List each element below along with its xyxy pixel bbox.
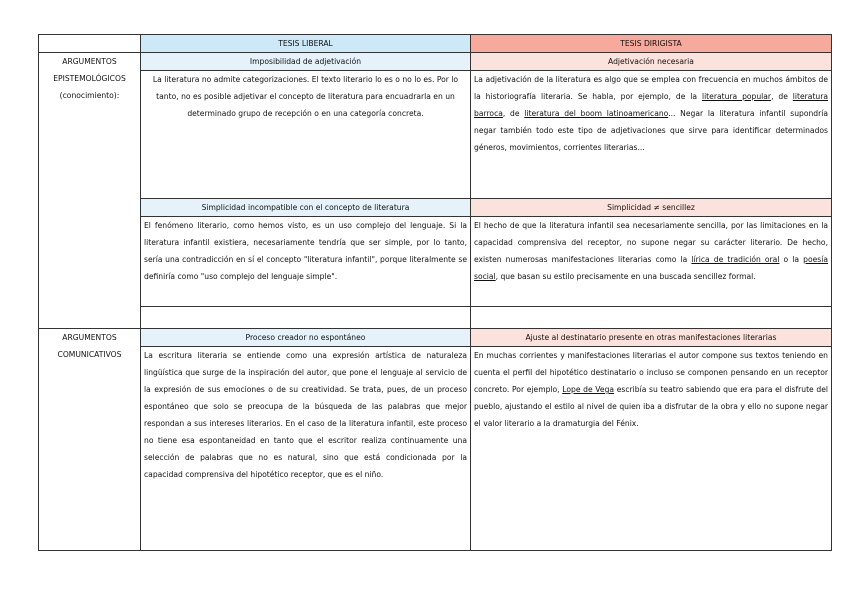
- link-literatura-barroca[interactable]: literatura barroca: [474, 92, 829, 118]
- dirigista-text-sencillez-c: , que basan su estilo precisamente en una buscada sencillez formal.: [495, 272, 756, 281]
- dirigista-text-ajuste-a: En muchas corrientes y manifestaciones literarias el autor compone sus textos teniendo en cuenta el perfil del hipotético destinatario o incluso se componen pensando en un receptor concreto. Por ejemplo,: [474, 351, 828, 394]
- dirigista-text-sencillez-a: El hecho de que la literatura infantil sea necesariamente sencilla, por las limitaciones en la capacidad comprensiva del receptor, no supone negar su carácter literario. De hecho, existen numerosas manifestaciones literarias como la: [474, 221, 828, 264]
- epistemic-label-line2: EPISTEMOLÓGICOS: [53, 74, 126, 83]
- dirigista-header: TESIS DIRIGISTA: [471, 35, 832, 53]
- dirigista-text-ajuste-b: escribía su teatro sabiendo que era para el disfrute del pueblo, ajustando el estilo al nivel de quien iba a disfrutar de la obra y ello no supone negar el valor literario a la dramaturgia del Fénix.: [474, 385, 828, 428]
- thesis-comparison-table: [38, 34, 832, 551]
- epistemic-subheader-row-1: [39, 53, 832, 71]
- dirigista-text-adjetivacion: [471, 71, 832, 199]
- epistemic-content-row-1: [39, 71, 832, 199]
- epistemic-label-line3: (conocimiento):: [59, 91, 120, 100]
- dirigista-subheading-adjetivacion: Adjetivación necesaria: [471, 53, 832, 71]
- dirigista-subheading-ajuste: Ajuste al destinatario presente en otras manifestaciones literarias: [471, 329, 832, 347]
- communicative-label-line2: COMUNICATIVOS: [57, 350, 122, 359]
- liberal-subheading-simplicidad: Simplicidad incompatible con el concepto de literatura: [141, 199, 471, 217]
- epistemic-content-row-2: [39, 217, 832, 307]
- dirigista-text-sencillez-b: o la: [779, 255, 804, 264]
- epistemic-subheader-row-2: [39, 199, 832, 217]
- liberal-subheading-adjetivacion: Imposibilidad de adjetivación: [141, 53, 471, 71]
- link-literatura-popular[interactable]: literatura popular: [701, 92, 772, 101]
- liberal-spacer-cell: [141, 307, 471, 329]
- dirigista-text-ajuste: [471, 347, 832, 551]
- communicative-label-line1: ARGUMENTOS: [62, 333, 117, 342]
- link-poesia-social[interactable]: poesía social: [474, 255, 828, 281]
- liberal-subheading-proceso: Proceso creador no espontáneo: [141, 329, 471, 347]
- dirigista-text-adjetivacion-a: La adjetivación de la literatura es algo que se emplea con frecuencia en muchos ámbitos de la historiografía literaria. Se habla, por ejemplo, de la: [474, 75, 828, 101]
- dirigista-text-adjetivacion-c: , de: [502, 109, 525, 118]
- link-lirica-tradicion-oral[interactable]: lírica de tradición oral: [691, 255, 780, 264]
- epistemic-row-label: [39, 53, 141, 329]
- header-row: [39, 35, 832, 53]
- liberal-text-proceso: La escritura literaria se entiende como una expresión artística de naturaleza lingüística que surge de la inspiración del autor, que pone el lenguaje al servicio de la expresión de sus emociones o de su creatividad. Se trata, pues, de un proceso espontáneo que solo se preocupa de la búsqueda de las palabras que mejor respondan a sus intereses literarios. En el caso de la literatura infantil, este proceso no tiene esa espontaneidad en tanto que el escritor realiza continuamente una selección de palabras que no es natural, sino que está condicionada por la capacidad comprensiva del hipotético receptor, que es el niño.: [141, 347, 471, 551]
- corner-cell: [39, 35, 141, 53]
- liberal-header: TESIS LIBERAL: [141, 35, 471, 53]
- dirigista-text-sencillez: [471, 217, 832, 307]
- dirigista-spacer-cell: [471, 307, 832, 329]
- liberal-text-adjetivacion: La literatura no admite categorizaciones. El texto literario lo es o no lo es. Por lo tanto, no es posible adjetivar el concepto de literatura para encuadrarla en un determinado grupo de recepción o en una categoría concreta.: [141, 71, 471, 199]
- communicative-row-label: [39, 329, 141, 551]
- dirigista-subheading-sencillez: Simplicidad ≠ sencillez: [471, 199, 832, 217]
- dirigista-text-adjetivacion-d: ... Negar la literatura infantil supondría negar también todo este tipo de adjetivaciones que sirve para identificar determinados géneros, movimientos, corrientes literarias...: [474, 109, 828, 152]
- link-lope-de-vega[interactable]: Lope de Vega: [562, 385, 615, 394]
- communicative-content-row: [39, 347, 832, 551]
- communicative-subheader-row: [39, 329, 832, 347]
- liberal-text-simplicidad: El fenómeno literario, como hemos visto, es un uso complejo del lenguaje. Si la literatura infantil existiera, necesariamente tendría que ser simple, por lo tanto, sería una contradicción en sí el concepto "literatura infantil", porque literalmente se definiría como "uso complejo del lenguaje simple".: [141, 217, 471, 307]
- link-literatura-boom[interactable]: literatura del boom latinoamericano: [524, 109, 669, 118]
- epistemic-spacer-row: [39, 307, 832, 329]
- dirigista-text-adjetivacion-b: , de: [771, 92, 793, 101]
- epistemic-label-line1: ARGUMENTOS: [62, 57, 117, 66]
